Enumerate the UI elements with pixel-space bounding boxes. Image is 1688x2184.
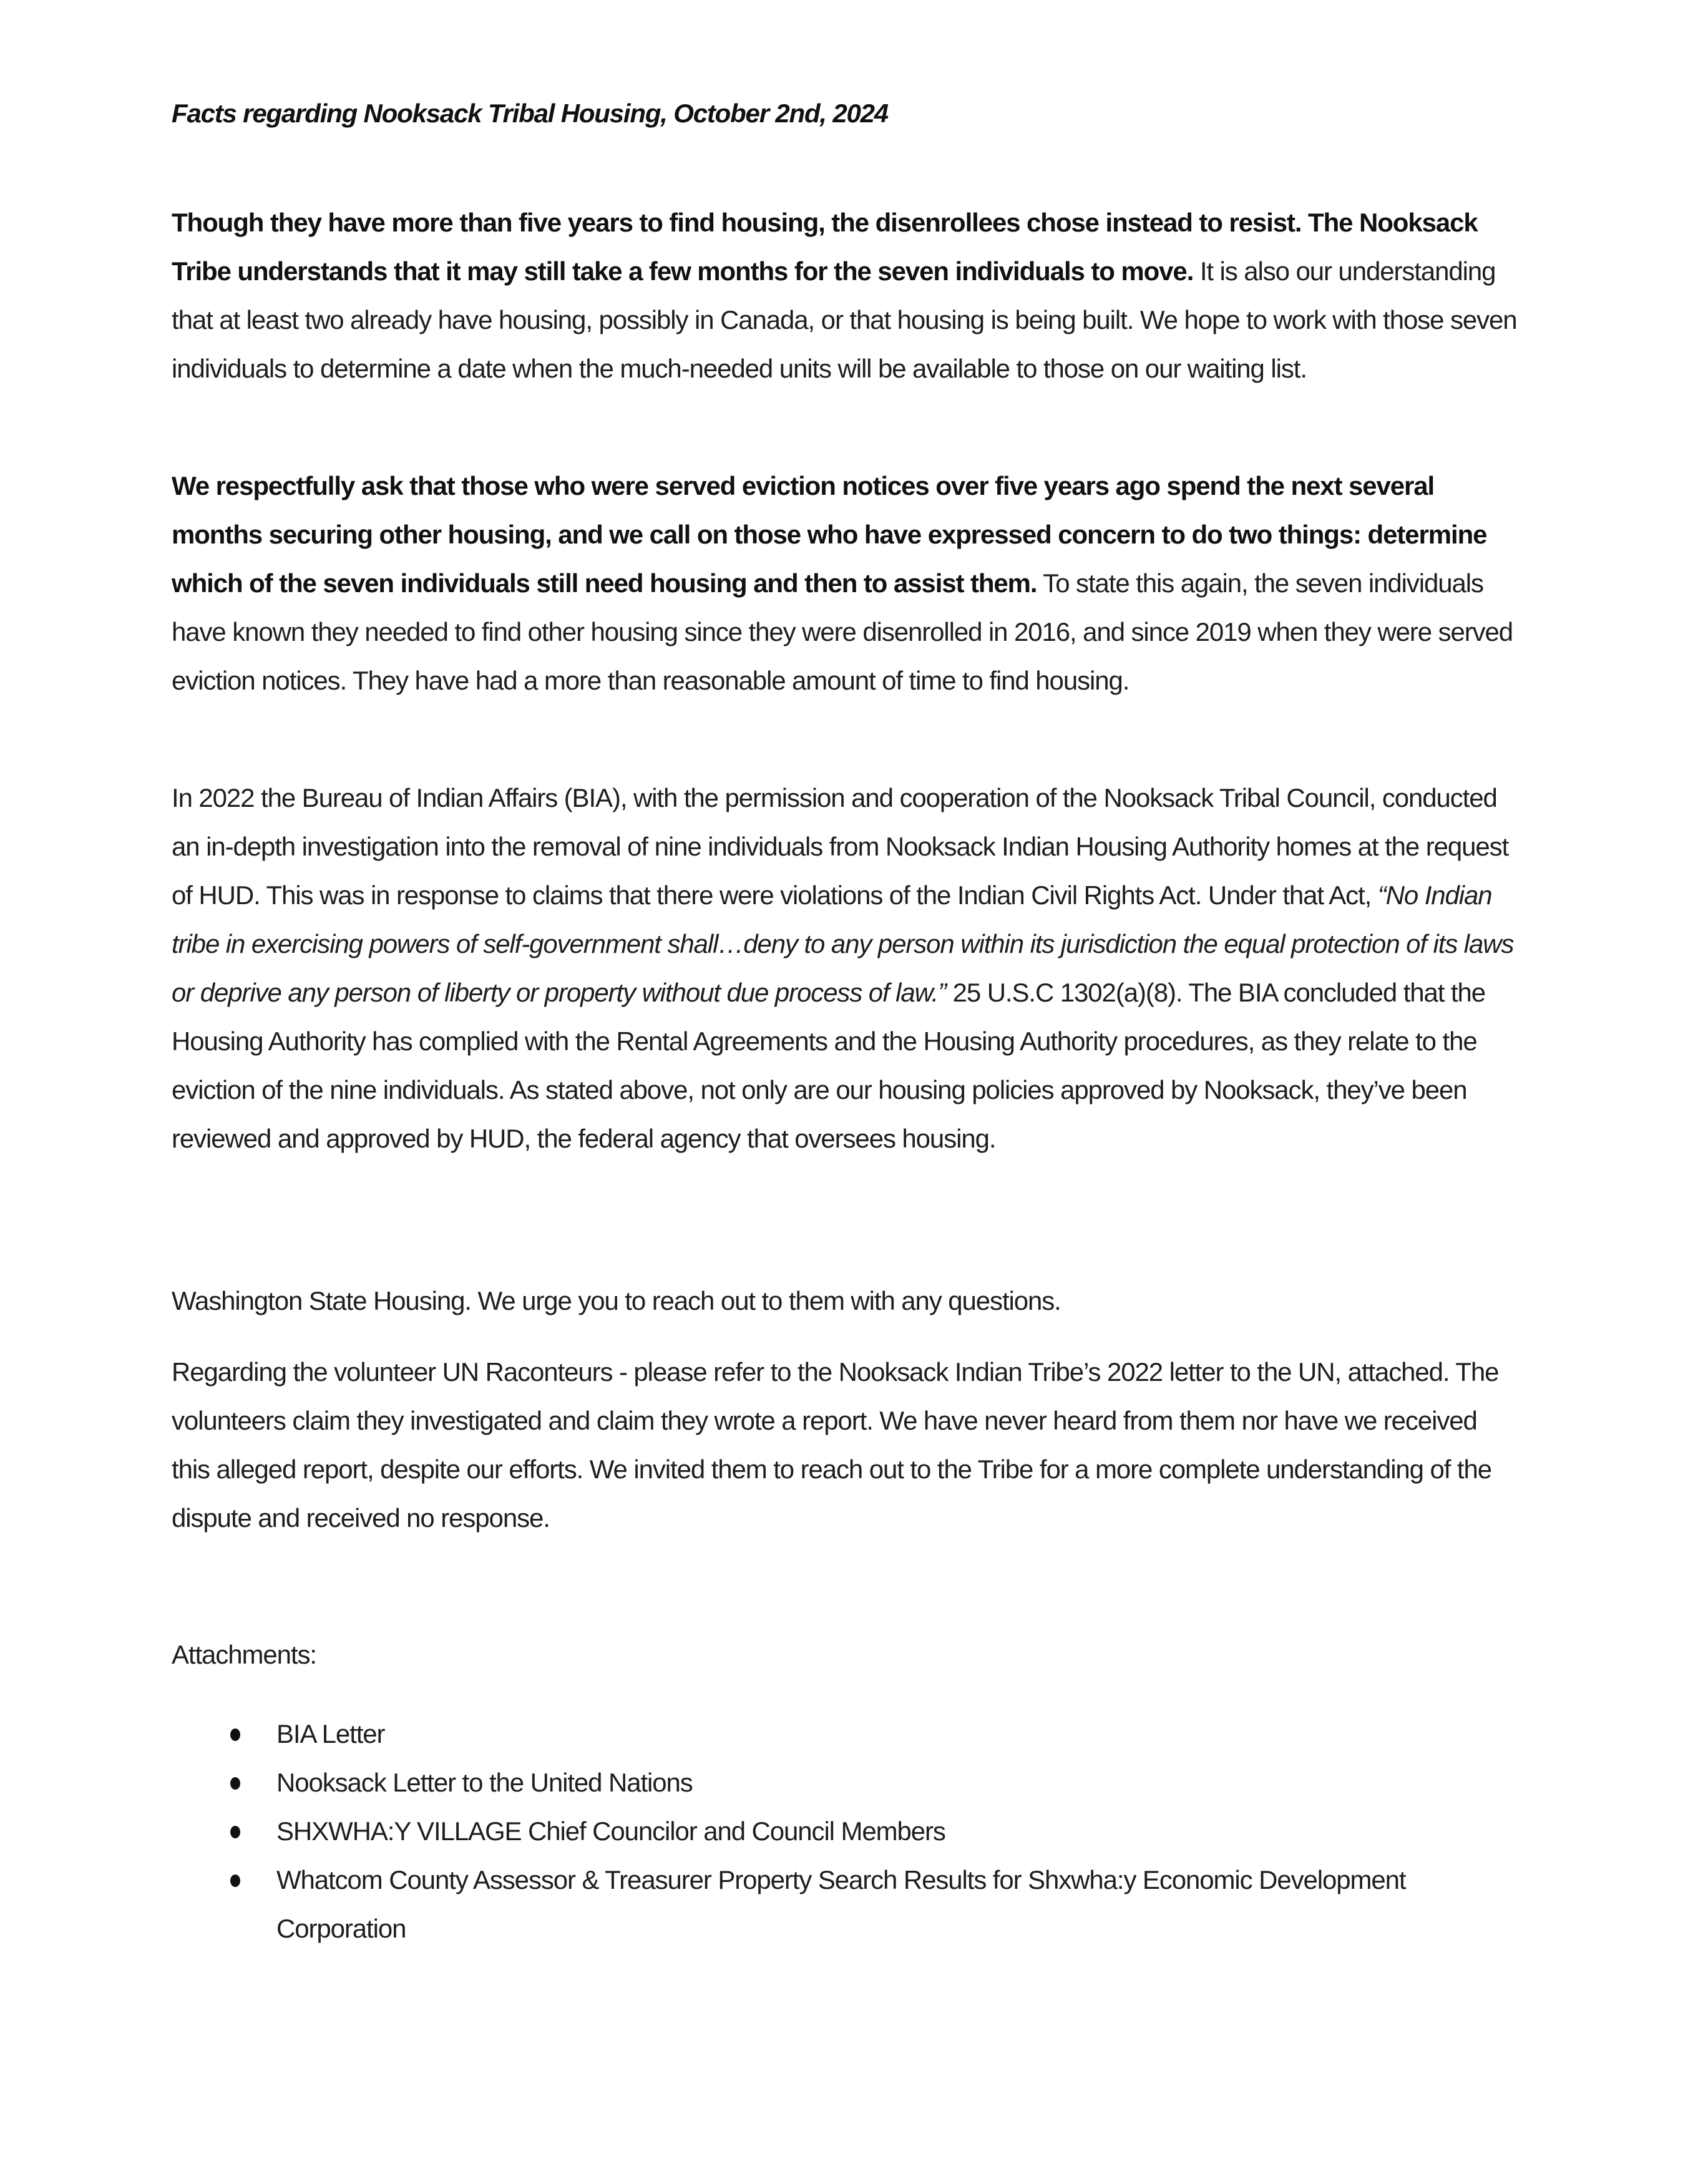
attachment-item xyxy=(172,1856,1482,1953)
paragraph-un-raconteurs: Regarding the volunteer UN Raconteurs - please refer to the Nooksack Indian Tribe’s 2022 letter to the UN, attached. The volunteers claim they investigated and claim they wrote a report. We have never heard from them nor have we received this alleged report, despite our efforts. We invited them to reach out to the Tribe for a more complete understanding of the dispute and received no response. xyxy=(172,1357,1499,1533)
attachment-item-label: Whatcom County Assessor & Treasurer Property Search Results for Shxwha:y Economic Development Corporation xyxy=(276,1865,1406,1943)
statute-quote: “No Indian tribe in exercising powers of self-government shall…deny to any person within its jurisdiction the equal protection of its laws or deprive any person of liberty or property without due process of law.” xyxy=(172,880,1514,1007)
paragraph-bold-lead: We respectfully ask that those who were served eviction notices over five years ago spend the next several months securing other housing, and we call on those who have expressed concern to do two things: determine which of the seven individuals still need housing and then to assist them. xyxy=(172,471,1487,598)
attachments-list xyxy=(172,1710,1482,1953)
bullet-icon xyxy=(230,1777,240,1790)
paragraph-body: In 2022 the Bureau of Indian Affairs (BIA), with the permission and cooperation of the Nooksack Tribal Council, conducted an in-depth investigation into the removal of nine individuals from Nooksack Indian Housing Authority homes at the request of HUD. This was in response to claims that there were violations of the Indian Civil Rights Act. Under that Act, xyxy=(172,783,1509,910)
attachment-item xyxy=(172,1758,1482,1807)
document-title: Facts regarding Nooksack Tribal Housing, October 2nd, 2024 xyxy=(172,99,888,128)
attachment-item-label: SHXWHA:Y VILLAGE Chief Councilor and Council Members xyxy=(276,1816,945,1846)
paragraph-housing-timeline xyxy=(172,198,1520,393)
attachment-item xyxy=(172,1807,1482,1856)
paragraph-bia-investigation xyxy=(172,774,1520,1163)
attachment-item-label: BIA Letter xyxy=(276,1719,385,1748)
paragraph-body: To state this again, the seven individuals have known they needed to find other housing since they were disenrolled in 2016, and since 2019 when they were served eviction notices. They have had a more than reasonable amount of time to find housing. xyxy=(172,568,1513,695)
bullet-icon xyxy=(230,1826,240,1838)
paragraph-bold-lead: Though they have more than five years to find housing, the disenrollees chose instead to resist. The Nooksack Tribe understands that it may still take a few months for the seven individuals to move. xyxy=(172,208,1478,286)
bullet-icon xyxy=(230,1728,240,1741)
attachments-label: Attachments: xyxy=(172,1640,316,1669)
paragraph-request xyxy=(172,462,1520,705)
paragraph-body: It is also our understanding that at least two already have housing, possibly in Canada, or that housing is being built. We hope to work with those seven individuals to determine a date when the much-needed units will be available to those on our waiting list. xyxy=(172,256,1517,383)
paragraph-body: 25 U.S.C 1302(a)(8). The BIA concluded that the Housing Authority has complied with the Rental Agreements and the Housing Authority procedures, as they relate to the eviction of the nine individuals. As stated above, not only are our housing policies approved by Nooksack, they’ve been reviewed and approved by HUD, the federal agency that oversees housing. xyxy=(172,978,1486,1153)
bullet-icon xyxy=(230,1874,240,1887)
attachment-item-label: Nooksack Letter to the United Nations xyxy=(276,1768,693,1797)
attachment-item xyxy=(172,1710,1482,1758)
paragraph-washington-state-housing: Washington State Housing. We urge you to reach out to them with any questions. xyxy=(172,1286,1061,1315)
